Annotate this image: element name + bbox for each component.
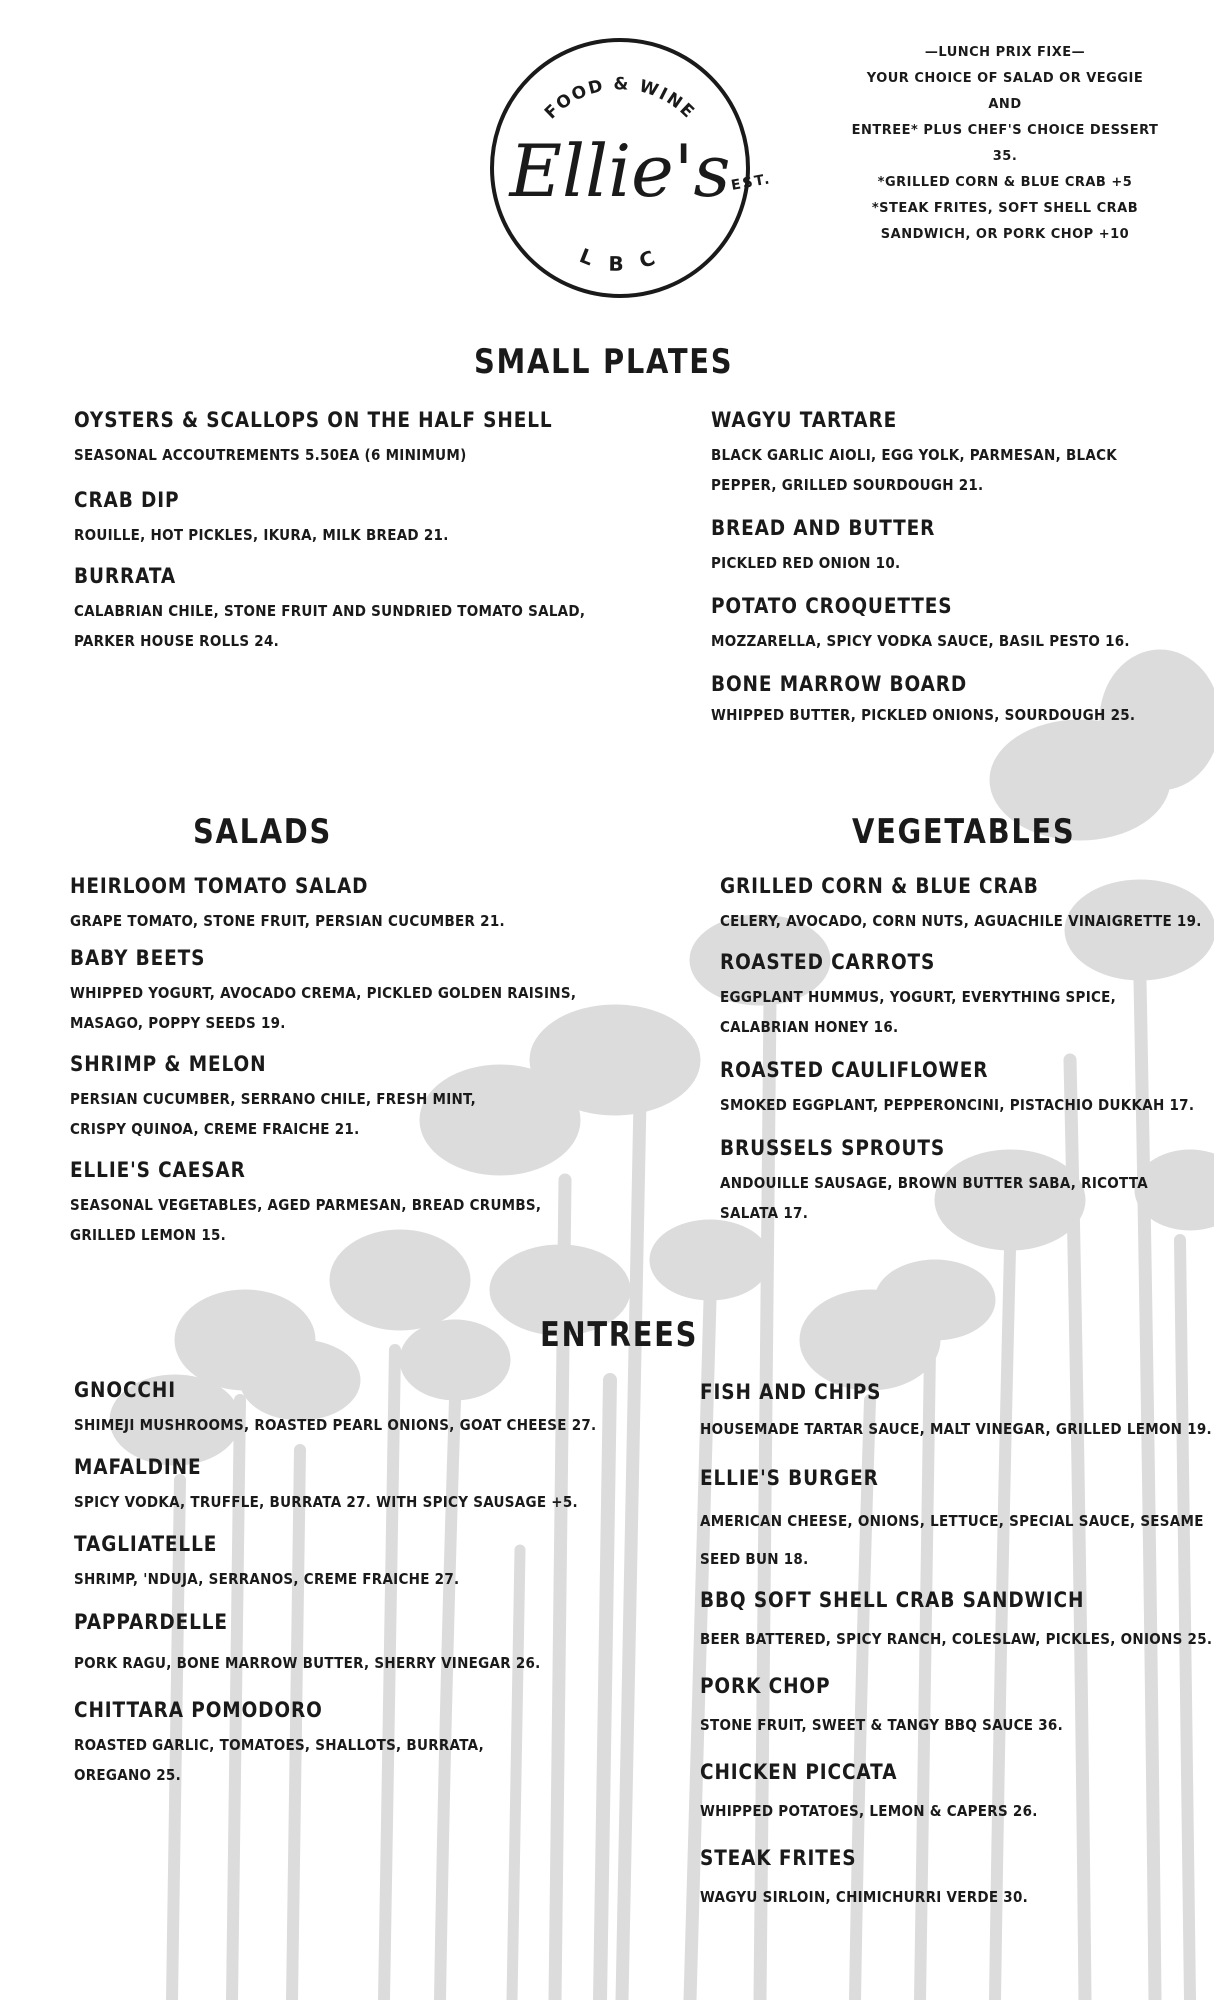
menu-item	[70, 946, 632, 1038]
lunch-prix-fixe	[850, 40, 1160, 248]
item-description: ROASTED GARLIC, TOMATOES, SHALLOTS, BURRATA,	[74, 1736, 485, 1754]
item-name: FISH AND CHIPS	[700, 1380, 882, 1404]
item-name: SHRIMP & MELON	[70, 1052, 267, 1076]
item-name: OYSTERS & SCALLOPS ON THE HALF SHELL	[74, 408, 553, 432]
item-description: SEASONAL VEGETABLES, AGED PARMESAN, BREAD CRUMBS,	[70, 1196, 542, 1214]
item-name: MAFALDINE	[74, 1455, 202, 1479]
item-description: STONE FRUIT, SWEET & TANGY BBQ SAUCE 36.	[700, 1716, 1063, 1734]
prix-line: —LUNCH PRIX FIXE—	[924, 45, 1086, 60]
item-description: PORK RAGU, BONE MARROW BUTTER, SHERRY VINEGAR 26.	[74, 1654, 541, 1672]
menu-item	[70, 1158, 594, 1250]
menu-item	[700, 1846, 1065, 1912]
item-description: PICKLED RED ONION 10.	[711, 554, 901, 572]
menu-item	[74, 488, 490, 550]
item-name: ELLIE'S BURGER	[700, 1466, 879, 1490]
item-name: PORK CHOP	[700, 1674, 831, 1698]
menu-item	[74, 1610, 592, 1678]
item-name: BURRATA	[74, 564, 177, 588]
item-description: WAGYU SIRLOIN, CHIMICHURRI VERDE 30.	[700, 1888, 1029, 1906]
menu-item	[720, 1058, 1214, 1120]
item-name: BBQ SOFT SHELL CRAB SANDWICH	[700, 1588, 1085, 1612]
item-name: GNOCCHI	[74, 1378, 176, 1402]
item-name: WAGYU TARTARE	[711, 408, 898, 432]
item-name: ROASTED CAULIFLOWER	[720, 1058, 989, 1082]
menu-item	[711, 516, 966, 578]
logo-established: EST.	[729, 171, 770, 194]
logo-top-arc: FOOD & WINE	[540, 74, 700, 124]
item-name: ELLIE'S CAESAR	[70, 1158, 246, 1182]
item-name: BREAD AND BUTTER	[711, 516, 936, 540]
menu-item	[74, 564, 642, 656]
item-description: PERSIAN CUCUMBER, SERRANO CHILE, FRESH MINT,	[70, 1090, 477, 1108]
item-description: SHIMEJI MUSHROOMS, ROASTED PEARL ONIONS, GOAT CHEESE 27.	[74, 1416, 597, 1434]
item-description: AMERICAN CHEESE, ONIONS, LETTUCE, SPECIAL SAUCE, SESAME	[700, 1512, 1204, 1530]
menu-item	[70, 874, 553, 936]
menu-item	[700, 1588, 1214, 1654]
menu-item	[711, 672, 1182, 730]
menu-item	[720, 950, 1160, 1042]
menu-item	[700, 1674, 1103, 1740]
item-description: SALATA 17.	[720, 1204, 809, 1222]
item-description: CALABRIAN CHILE, STONE FRUIT AND SUNDRIED TOMATO SALAD,	[74, 602, 586, 620]
section-title-vegetables: VEGETABLES	[852, 812, 1076, 852]
item-description: SMOKED EGGPLANT, PEPPERONCINI, PISTACHIO DUKKAH 17.	[720, 1096, 1195, 1114]
item-description: PEPPER, GRILLED SOURDOUGH 21.	[711, 476, 984, 494]
item-name: HEIRLOOM TOMATO SALAD	[70, 874, 369, 898]
item-name: BONE MARROW BOARD	[711, 672, 968, 696]
menu-item	[74, 1532, 502, 1594]
item-description: WHIPPED BUTTER, PICKLED ONIONS, SOURDOUGH 25.	[711, 706, 1136, 724]
menu-item	[74, 1378, 654, 1440]
item-name: TAGLIATELLE	[74, 1532, 218, 1556]
menu-item	[74, 1698, 530, 1790]
item-description: CELERY, AVOCADO, CORN NUTS, AGUACHILE VINAIGRETTE 19.	[720, 912, 1202, 930]
menu-item	[700, 1466, 1214, 1578]
item-description: OREGANO 25.	[74, 1766, 181, 1784]
item-description: BEER BATTERED, SPICY RANCH, COLESLAW, PICKLES, ONIONS 25.	[700, 1630, 1213, 1648]
item-description: WHIPPED YOGURT, AVOCADO CREMA, PICKLED GOLDEN RAISINS,	[70, 984, 577, 1002]
item-description: BLACK GARLIC AIOLI, EGG YOLK, PARMESAN, BLACK	[711, 446, 1118, 464]
item-description: SHRIMP, 'NDUJA, SERRANOS, CREME FRAICHE 27.	[74, 1570, 460, 1588]
prix-line: SANDWICH, OR PORK CHOP +10	[880, 227, 1130, 242]
prix-line: *STEAK FRITES, SOFT SHELL CRAB	[871, 201, 1139, 216]
prix-line: ENTREE* PLUS CHEF'S CHOICE DESSERT 35.	[851, 123, 1159, 164]
section-title-salads: SALADS	[193, 812, 332, 852]
logo-script-name: Ellie's	[509, 129, 731, 213]
menu-item	[700, 1760, 1075, 1826]
item-name: STEAK FRITES	[700, 1846, 857, 1870]
item-description: SEED BUN 18.	[700, 1550, 809, 1568]
item-name: POTATO CROQUETTES	[711, 594, 953, 618]
item-description: GRILLED LEMON 15.	[70, 1226, 227, 1244]
prix-line: *GRILLED CORN & BLUE CRAB +5	[877, 175, 1133, 190]
prix-line: YOUR CHOICE OF SALAD OR VEGGIE AND	[866, 71, 1144, 112]
menu-item	[711, 408, 1162, 500]
ellies-logo	[470, 18, 770, 318]
menu-item	[720, 874, 1214, 936]
item-description: MASAGO, POPPY SEEDS 19.	[70, 1014, 286, 1032]
item-name: BABY BEETS	[70, 946, 206, 970]
item-name: CRAB DIP	[74, 488, 180, 512]
menu-item	[720, 1136, 1196, 1228]
logo-bottom-arc: L B C	[576, 243, 664, 276]
item-description: SPICY VODKA, TRUFFLE, BURRATA 27. WITH SPICY SAUSAGE +5.	[74, 1493, 578, 1511]
item-name: GRILLED CORN & BLUE CRAB	[720, 874, 1039, 898]
section-title-small-plates: SMALL PLATES	[474, 342, 734, 382]
item-name: ROASTED CARROTS	[720, 950, 936, 974]
menu-item	[74, 408, 618, 470]
item-description: WHIPPED POTATOES, LEMON & CAPERS 26.	[700, 1802, 1038, 1820]
item-description: EGGPLANT HUMMUS, YOGURT, EVERYTHING SPICE,	[720, 988, 1117, 1006]
menu-item	[711, 594, 1176, 656]
menu-item	[74, 1455, 634, 1517]
item-description: ROUILLE, HOT PICKLES, IKURA, MILK BREAD 21.	[74, 526, 449, 544]
item-name: CHITTARA POMODORO	[74, 1698, 323, 1722]
item-description: CALABRIAN HONEY 16.	[720, 1018, 899, 1036]
item-name: CHICKEN PICCATA	[700, 1760, 898, 1784]
section-title-entrees: ENTREES	[540, 1315, 699, 1355]
item-name: PAPPARDELLE	[74, 1610, 228, 1634]
item-name: BRUSSELS SPROUTS	[720, 1136, 946, 1160]
item-description: PARKER HOUSE ROLLS 24.	[74, 632, 280, 650]
item-description: ANDOUILLE SAUSAGE, BROWN BUTTER SABA, RICOTTA	[720, 1174, 1148, 1192]
item-description: CRISPY QUINOA, CREME FRAICHE 21.	[70, 1120, 360, 1138]
item-description: GRAPE TOMATO, STONE FRUIT, PERSIAN CUCUMBER 21.	[70, 912, 505, 930]
menu-item	[70, 1052, 521, 1144]
item-description: MOZZARELLA, SPICY VODKA SAUCE, BASIL PESTO 16.	[711, 632, 1130, 650]
item-description: SEASONAL ACCOUTREMENTS 5.50EA (6 MINIMUM)	[74, 446, 467, 464]
menu-item	[700, 1380, 1214, 1444]
item-description: HOUSEMADE TARTAR SAUCE, MALT VINEGAR, GRILLED LEMON 19.	[700, 1420, 1212, 1438]
